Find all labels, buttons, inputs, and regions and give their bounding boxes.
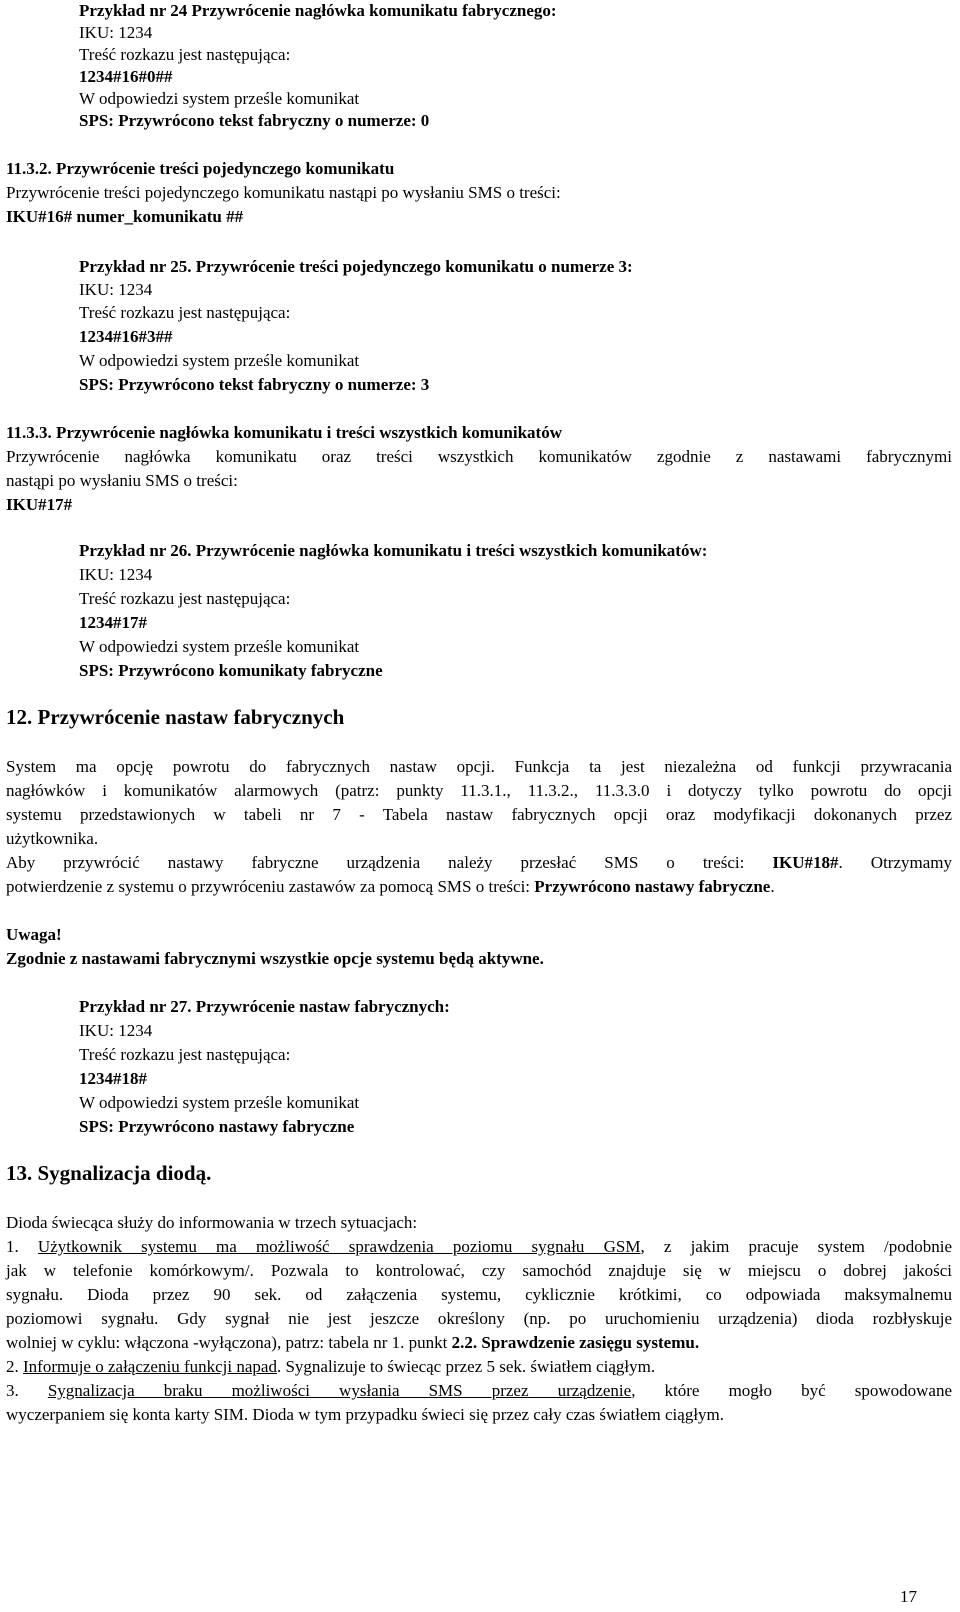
list-item-1-line	[6, 1236, 952, 1258]
example-24-reply: SPS: Przywrócono tekst fabryczny o numerze: 0	[79, 111, 430, 130]
section-12-paragraph-line: użytkownika.	[6, 829, 99, 848]
example-25-order-label: Treść rozkazu jest następująca:	[79, 303, 291, 322]
example-24-command: 1234#16#0##	[79, 67, 173, 86]
example-27-command: 1234#18#	[79, 1069, 147, 1088]
example-24-reply-label: W odpowiedzi system prześle komunikat	[79, 89, 360, 108]
example-26-reply-label: W odpowiedzi system prześle komunikat	[79, 637, 360, 656]
list-item-2-text: . Sygnalizuje to świecąc przez 5 sek. światłem ciągłym.	[276, 1357, 656, 1376]
example-25-reply-label: W odpowiedzi system prześle komunikat	[79, 351, 360, 370]
example-27-reply-label: W odpowiedzi system prześle komunikat	[79, 1093, 360, 1112]
section-11-3-3-heading: 11.3.3. Przywrócenie nagłówka komunikatu i treści wszystkich komunikatów	[6, 423, 562, 442]
warning-label: Uwaga!	[6, 925, 62, 944]
section-11-3-2-text: Przywrócenie treści pojedynczego komunikatu nastąpi po wysłaniu SMS o treści:	[6, 183, 561, 202]
section-13-heading: 13. Sygnalizacja diodą.	[6, 1161, 212, 1185]
list-item-1-line: sygnału. Dioda przez 90 sek. od załączenia systemu, cyklicznie krótkimi, co odpowiada maksymalnemu	[6, 1285, 952, 1304]
confirm-text: potwierdzenie z systemu o przywróceniu zastawów za pomocą SMS o treści:	[6, 877, 535, 896]
example-24-title: Przykład nr 24 Przywrócenie nagłówka komunikatu fabrycznego:	[79, 1, 557, 20]
example-26-command: 1234#17#	[79, 613, 147, 632]
sms-text: Aby przywrócić nastawy fabryczne urządzenia należy przesłać SMS o treści:	[6, 853, 773, 872]
list-item-1-line: jak w telefonie komórkowym/. Pozwala to kontrolować, czy samochód znajduje się w miejscu o dobrej jakości	[6, 1261, 952, 1280]
example-25-iku: IKU: 1234	[79, 280, 153, 299]
section-12-sms-line	[6, 852, 952, 874]
list-item-2-line	[6, 1356, 655, 1378]
section-11-3-3-text-line: nastąpi po wysłaniu SMS o treści:	[6, 471, 238, 490]
page-number: 17	[900, 1587, 917, 1606]
section-12-confirm-line	[6, 876, 775, 898]
list-number: 2.	[6, 1357, 23, 1376]
warning-text: Zgodnie z nastawami fabrycznymi wszystkie opcje systemu będą aktywne.	[6, 949, 544, 968]
example-26-reply: SPS: Przywrócono komunikaty fabryczne	[79, 661, 383, 680]
confirm-message: Przywrócono nastawy fabryczne	[534, 877, 771, 896]
example-27-title: Przykład nr 27. Przywrócenie nastaw fabrycznych:	[79, 997, 450, 1016]
section-12-heading: 12. Przywrócenie nastaw fabrycznych	[6, 705, 345, 729]
example-27-reply: SPS: Przywrócono nastawy fabryczne	[79, 1117, 355, 1136]
list-number: 1.	[6, 1237, 38, 1256]
example-26-iku: IKU: 1234	[79, 565, 153, 584]
list-item-1-line	[6, 1332, 699, 1354]
example-26-order-label: Treść rozkazu jest następująca:	[79, 589, 291, 608]
list-number: 3.	[6, 1381, 48, 1400]
example-25-reply: SPS: Przywrócono tekst fabryczny o numerze: 3	[79, 375, 430, 394]
section-11-3-2-command: IKU#16# numer_komunikatu ##	[6, 207, 244, 226]
section-11-3-2-heading: 11.3.2. Przywrócenie treści pojedynczego komunikatu	[6, 159, 395, 178]
example-26-title: Przykład nr 26. Przywrócenie nagłówka komunikatu i treści wszystkich komunikatów:	[79, 541, 708, 560]
example-27-iku: IKU: 1234	[79, 1021, 153, 1040]
list-item-3-underlined: Sygnalizacja braku możliwości wysłania SMS przez urządzenie	[47, 1381, 632, 1400]
example-25-command: 1234#16#3##	[79, 327, 173, 346]
sms-text: . Otrzymamy	[838, 853, 952, 872]
list-item-1-underlined: Użytkownik systemu ma możliwość sprawdzenia poziomu sygnału GSM	[37, 1237, 641, 1256]
example-24-iku: IKU: 1234	[79, 23, 153, 42]
section-12-paragraph-line: nagłówków i komunikatów alarmowych (patrz: punkty 11.3.1., 11.3.2., 11.3.3.0 i dotyczy tylko powrotu do opcji	[6, 781, 952, 800]
list-item-3-text: , które mogło być spowodowane	[631, 1381, 953, 1400]
list-item-1-text: , z jakim pracuje system /podobnie	[640, 1237, 953, 1256]
sms-command: IKU#18#	[772, 853, 839, 872]
example-25-title: Przykład nr 25. Przywrócenie treści pojedynczego komunikatu o numerze 3:	[79, 257, 633, 276]
section-11-3-3-command: IKU#17#	[6, 495, 73, 514]
list-item-1-text: wolniej w cyklu: włączona -wyłączona), patrz: tabela nr 1. punkt	[6, 1333, 452, 1352]
list-item-3-line	[6, 1380, 952, 1402]
section-12-paragraph-line: systemu przedstawionych w tabeli nr 7 - Tabela nastaw fabrycznych opcji oraz modyfikacji dokonanych przez	[6, 805, 952, 824]
confirm-text: .	[770, 877, 775, 896]
example-27-order-label: Treść rozkazu jest następująca:	[79, 1045, 291, 1064]
example-24-order-label: Treść rozkazu jest następująca:	[79, 45, 291, 64]
section-12-paragraph-line: System ma opcję powrotu do fabrycznych nastaw opcji. Funkcja ta jest niezależna od funkcji przywracania	[6, 757, 952, 776]
section-13-intro: Dioda świecąca służy do informowania w trzech sytuacjach:	[6, 1213, 418, 1232]
list-item-1-line: poziomowi sygnału. Gdy sygnał nie jest jeszcze określony (np. po uruchomieniu urządzenia) dioda rozbłyskuje	[6, 1309, 952, 1328]
list-item-3-line: wyczerpaniem się konta karty SIM. Dioda w tym przypadku świeci się przez cały czas światłem ciągłym.	[6, 1405, 725, 1424]
table-reference: 2.2. Sprawdzenie zasięgu systemu.	[451, 1333, 700, 1352]
list-item-2-underlined: Informuje o załączeniu funkcji napad	[23, 1357, 277, 1376]
section-11-3-3-text-line: Przywrócenie nagłówka komunikatu oraz treści wszystkich komunikatów zgodnie z nastawami fabrycznymi	[6, 447, 952, 466]
